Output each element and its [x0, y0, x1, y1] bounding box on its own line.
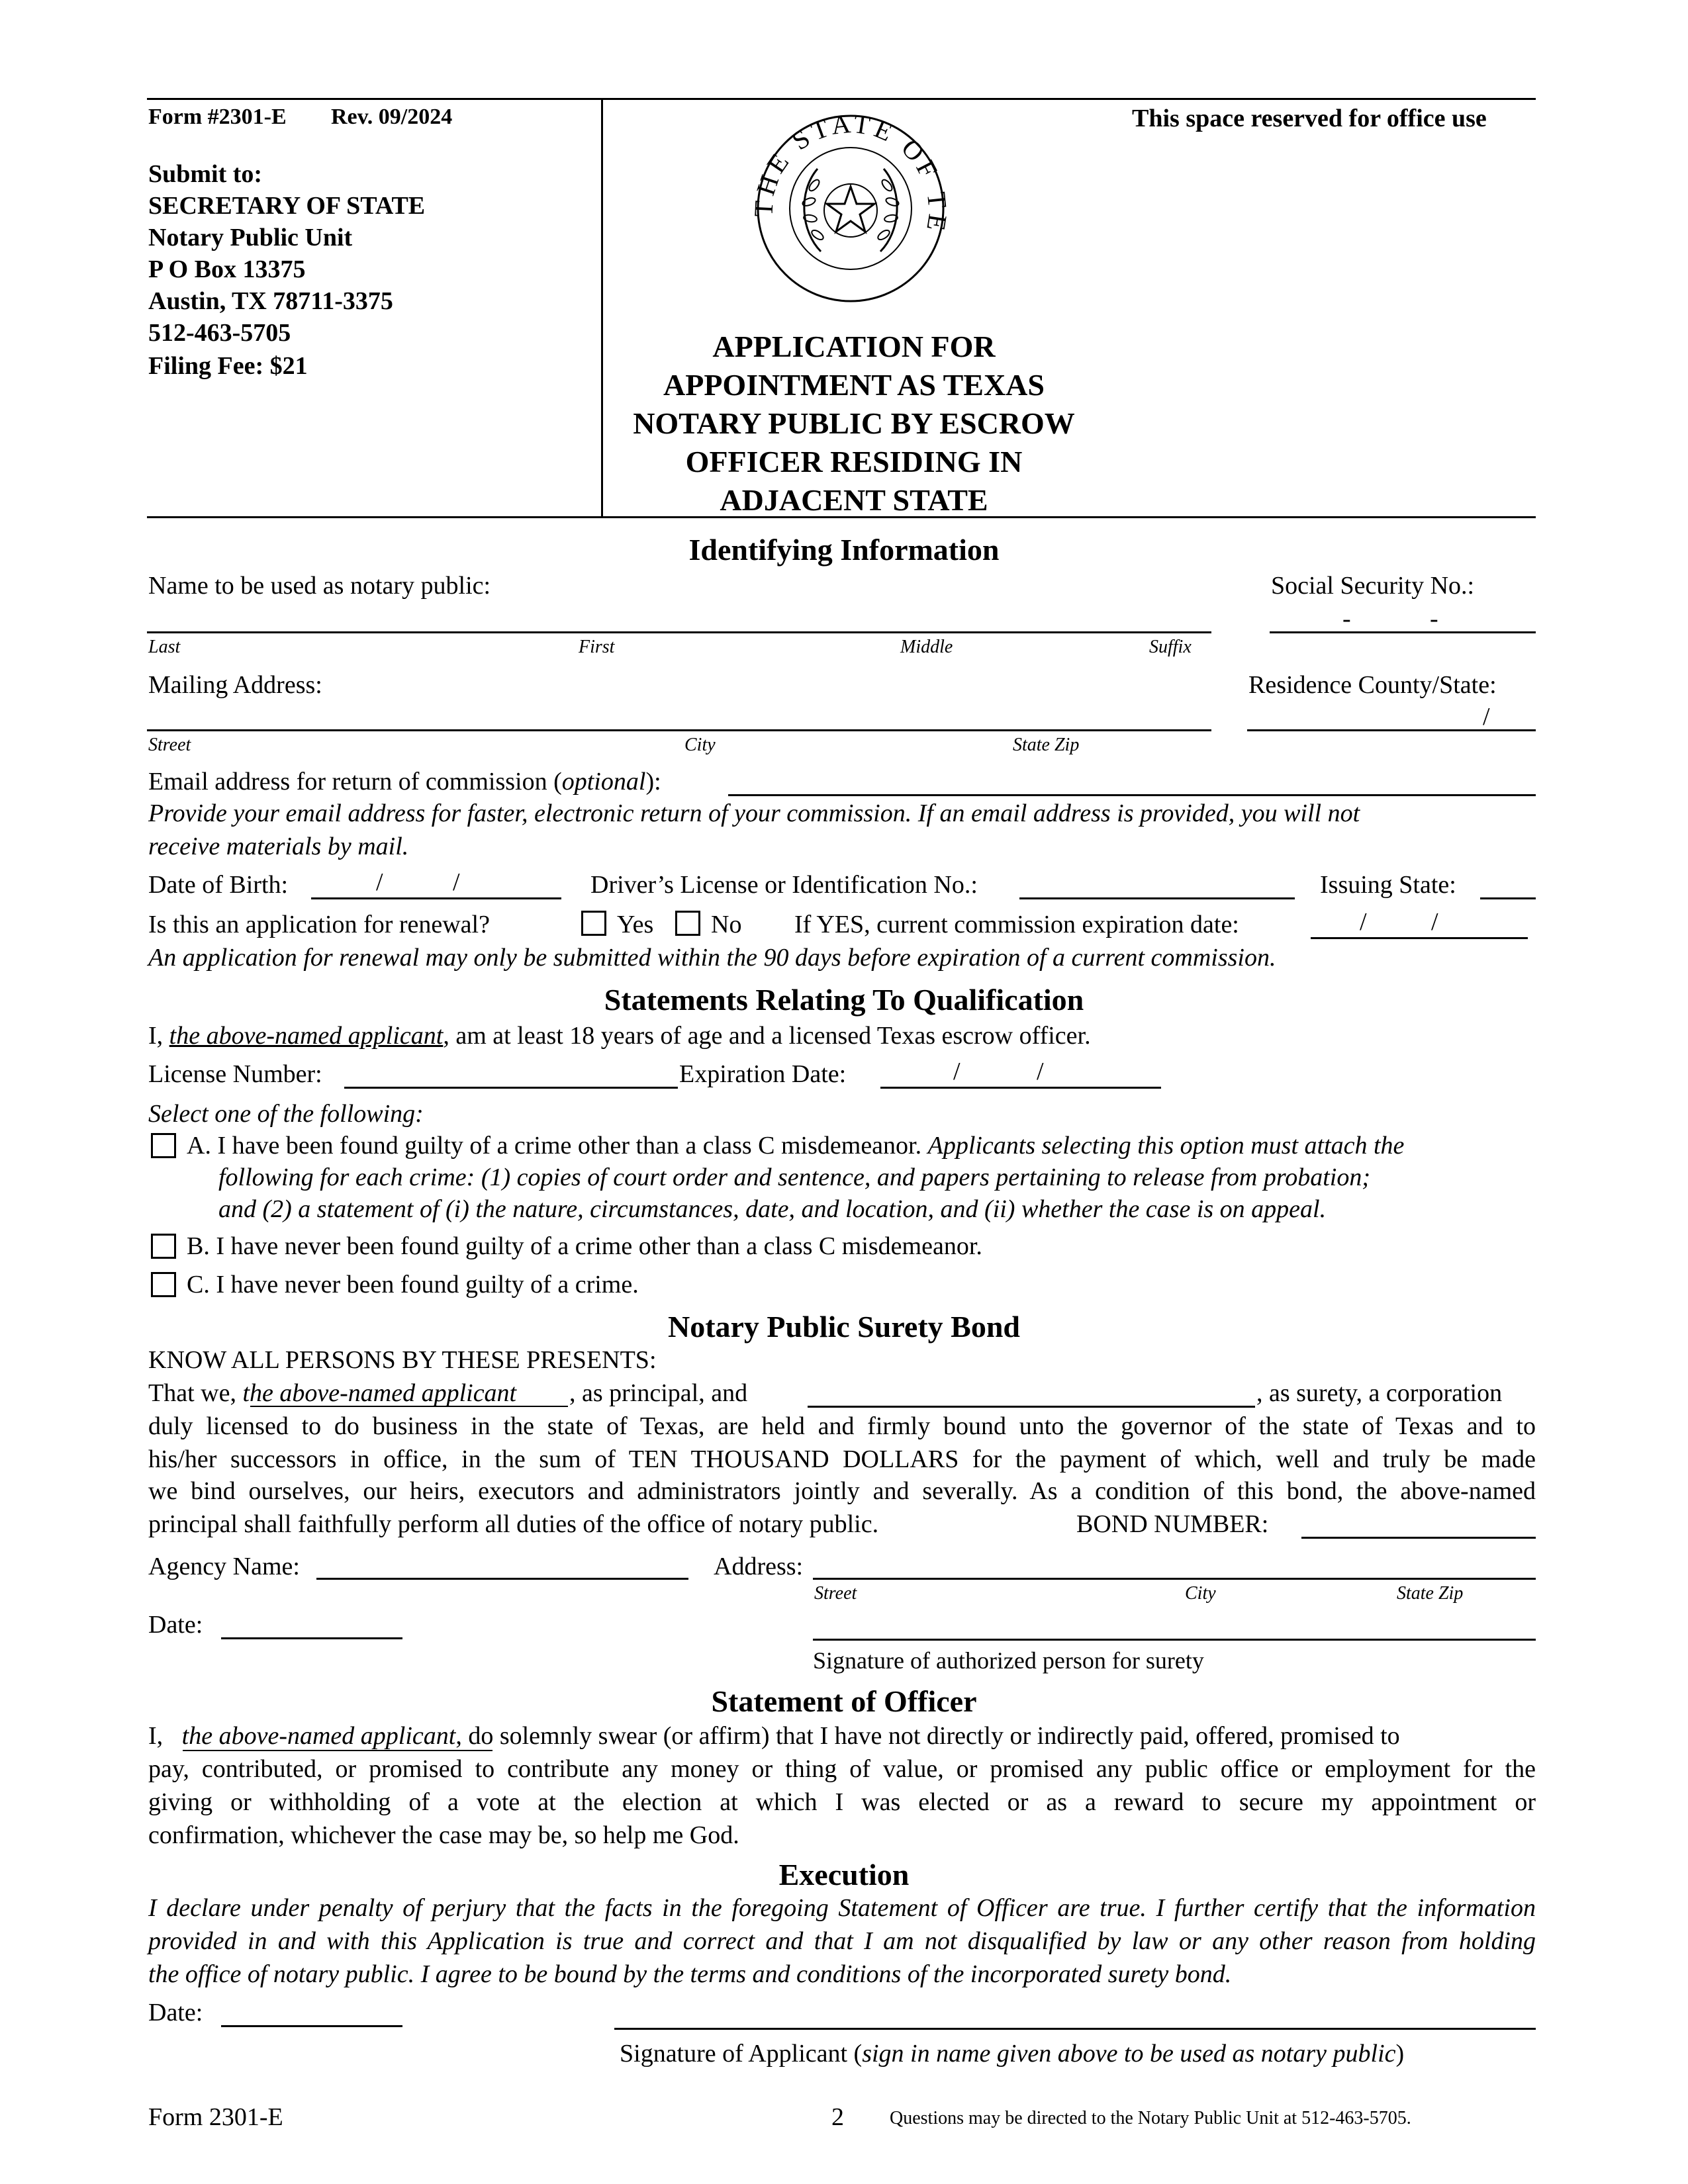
officer-heading: Statement of Officer [711, 1684, 977, 1718]
surety-signature-label: Signature of authorized person for surety [813, 1647, 1204, 1674]
option-c-checkbox[interactable] [151, 1272, 176, 1297]
renewal-label: Is this an application for renewal? [148, 911, 490, 938]
no-label: No [711, 911, 742, 938]
option-c-text: C. I have never been found guilty of a crime. [187, 1271, 639, 1298]
officer-line-1: I, the above-named applicant, do solemnly swear (or affirm) that I have not directly or indirectly paid, offered, promised to [148, 1722, 1400, 1750]
address-line-1: SECRETARY OF STATE [148, 192, 426, 220]
title-block [616, 328, 1092, 520]
dob-slash-1: / [376, 868, 383, 896]
surety-field[interactable] [808, 1406, 1255, 1408]
renewal-note: An application for renewal may only be submitted within the 90 days before expiration of a current commission. [148, 944, 1276, 972]
bond-number-label: BOND NUMBER: [1076, 1510, 1269, 1538]
bond-surety: , as surety, a corporation [1256, 1379, 1503, 1407]
license-label: License Number: [148, 1060, 322, 1088]
dob-label: Date of Birth: [148, 871, 289, 899]
issuing-label: Issuing State: [1320, 871, 1456, 899]
footer-questions: Questions may be directed to the Notary Public Unit at 512-463-5705. [890, 2108, 1411, 2128]
title-line-2: APPOINTMENT AS TEXAS [663, 368, 1045, 402]
dl-label: Driver’s License or Identification No.: [590, 871, 978, 899]
state-seal-icon [755, 113, 947, 304]
submit-to: Submit to: [148, 160, 263, 188]
bond-line-4: we bind ourselves, our heirs, executors and administrators jointly and severally. As a condition of this bond, the above-named [148, 1477, 1536, 1505]
option-b-text: B. I have never been found guilty of a crime other than a class C misdemeanor. [187, 1232, 982, 1260]
qualification-heading: Statements Relating To Qualification [604, 983, 1084, 1017]
surety-signature-field[interactable] [813, 1639, 1536, 1641]
officer-line-3: giving or withholding of a vote at the election at which I was elected or as a reward to secure my appointment or [148, 1788, 1536, 1816]
office-use-label: This space reserved for office use [1132, 105, 1487, 132]
license-field[interactable] [344, 1087, 678, 1089]
option-a-line-3: and (2) a statement of (i) the nature, circumstances, date, and location, and (ii) whether the case is on appeal. [218, 1195, 1327, 1223]
ssn-field[interactable] [1270, 631, 1536, 633]
first-caption: First [579, 637, 615, 657]
bond-principal: , as principal, and [569, 1379, 748, 1407]
applicant-signature-label: Signature of Applicant (sign in name given above to be used as notary public) [620, 2040, 1405, 2068]
seal-text: E STATE OF [761, 113, 946, 186]
execution-line-3: the office of notary public. I agree to be bound by the terms and conditions of the incorporated surety bond. [148, 1960, 1232, 1988]
agency-field[interactable] [316, 1578, 688, 1580]
identifying-heading: Identifying Information [688, 533, 1000, 567]
filing-fee: Filing Fee: $21 [148, 352, 308, 380]
exp-slash-1: / [953, 1058, 961, 1085]
dob-field[interactable] [311, 897, 561, 899]
street-caption: Street [148, 735, 191, 755]
option-a-line-2: following for each crime: (1) copies of court order and sentence, and papers pertaining to release from probation; [218, 1163, 1371, 1191]
state-zip-caption: State Zip [1013, 735, 1080, 755]
address-line-2: Notary Public Unit [148, 224, 353, 251]
execution-line-1: I declare under penalty of perjury that the facts in the foregoing Statement of Officer are true. I further certify that the information [148, 1894, 1536, 1922]
title-line-4: OFFICER RESIDING IN [685, 445, 1023, 478]
surety-state-zip-caption: State Zip [1397, 1583, 1464, 1604]
officer-line-2: pay, contributed, or promised to contribute any money or thing of value, or promised any public office or employment for the [148, 1755, 1536, 1783]
county-field[interactable] [1247, 729, 1536, 731]
page-number: 2 [831, 2103, 844, 2131]
exp-date-field[interactable] [880, 1087, 1161, 1089]
phone: 512-463-5705 [148, 319, 291, 347]
execution-date-field[interactable] [221, 2025, 402, 2027]
surety-address-field[interactable] [813, 1578, 1536, 1580]
last-caption: Last [148, 637, 181, 657]
renewal-no-checkbox[interactable] [675, 911, 700, 936]
county-slash: / [1483, 703, 1490, 731]
execution-line-2: provided in and with this Application is true and correct and that I am not disqualified by law or any other reason from holding [148, 1927, 1536, 1955]
name-label: Name to be used as notary public: [148, 572, 491, 600]
address-label: Address: [714, 1553, 804, 1580]
bond-line-3: his/her successors in office, in the sum of TEN THOUSAND DOLLARS for the payment of which, well and truly be made [148, 1445, 1536, 1473]
title-line-3: NOTARY PUBLIC BY ESCROW [633, 406, 1075, 440]
mailing-label: Mailing Address: [148, 671, 322, 699]
expiry-label: If YES, current commission expiration date: [794, 911, 1239, 938]
address-line-4: Austin, TX 78711-3375 [148, 287, 393, 315]
email-label: Email address for return of commission (optional): [148, 768, 661, 796]
mailing-field[interactable] [147, 729, 1211, 731]
expiry-slash-1: / [1360, 908, 1367, 936]
yes-label: Yes [617, 911, 654, 938]
option-a-checkbox[interactable] [151, 1133, 176, 1158]
option-b-checkbox[interactable] [151, 1234, 176, 1259]
email-field[interactable] [728, 794, 1536, 796]
email-note-1: Provide your email address for faster, electronic return of your commission. If an email address is provided, you will not [148, 799, 1360, 827]
officer-line-4: confirmation, whichever the case may be, so help me God. [148, 1821, 739, 1849]
surety-city-caption: City [1185, 1583, 1216, 1604]
bond-line-5: principal shall faithfully perform all duties of the office of notary public. [148, 1510, 879, 1538]
svg-text:THE STATE OF TEXAS [755, 113, 947, 237]
select-instruction: Select one of the following: [148, 1100, 424, 1128]
execution-heading: Execution [778, 1858, 910, 1891]
revision: Rev. 09/2024 [331, 105, 453, 129]
dob-slash-2: / [453, 868, 460, 896]
execution-date-label: Date: [148, 1999, 203, 2026]
age-statement: I, the above-named applicant, am at least 18 years of age and a licensed Texas escrow officer. [148, 1022, 1091, 1050]
know-all: KNOW ALL PERSONS BY THESE PRESENTS: [148, 1346, 657, 1374]
title-line-5: ADJACENT STATE [720, 483, 988, 517]
agency-label: Agency Name: [148, 1553, 300, 1580]
suffix-caption: Suffix [1149, 637, 1192, 657]
middle-caption: Middle [900, 637, 953, 657]
address-line-3: P O Box 13375 [148, 255, 306, 283]
bond-date-label: Date: [148, 1611, 203, 1639]
expiry-slash-2: / [1431, 908, 1438, 936]
ssn-dash-2: - [1430, 605, 1438, 633]
ssn-dash-1: - [1342, 605, 1351, 633]
bond-heading: Notary Public Surety Bond [667, 1310, 1021, 1343]
dl-field[interactable] [1019, 897, 1295, 899]
footer-form: Form 2301-E [148, 2103, 283, 2131]
expiry-field[interactable] [1311, 937, 1528, 939]
bond-number-field[interactable] [1301, 1537, 1536, 1539]
city-caption: City [684, 735, 716, 755]
applicant-signature-field[interactable] [614, 2028, 1536, 2030]
bond-line-2: duly licensed to do business in the state of Texas, are held and firmly bound unto the governor of the state of Texas and to [148, 1412, 1536, 1440]
option-a-text: A. I have been found guilty of a crime other than a class C misdemeanor. Applicants selecting this option must attach the [187, 1132, 1405, 1160]
email-note-2: receive materials by mail. [148, 833, 409, 860]
issuing-field[interactable] [1480, 897, 1536, 899]
renewal-yes-checkbox[interactable] [581, 911, 606, 936]
ssn-label: Social Security No.: [1271, 572, 1475, 600]
bond-date-field[interactable] [221, 1637, 402, 1639]
exp-date-label: Expiration Date: [679, 1060, 847, 1088]
title-line-1: APPLICATION FOR [712, 330, 996, 363]
exp-slash-2: / [1037, 1058, 1044, 1085]
form-number: Form #2301-E [148, 105, 287, 129]
name-field[interactable] [147, 631, 1211, 633]
county-label: Residence County/State: [1248, 671, 1497, 699]
surety-street-caption: Street [814, 1583, 857, 1604]
bond-line-1: That we, the above-named applicant [148, 1379, 517, 1407]
